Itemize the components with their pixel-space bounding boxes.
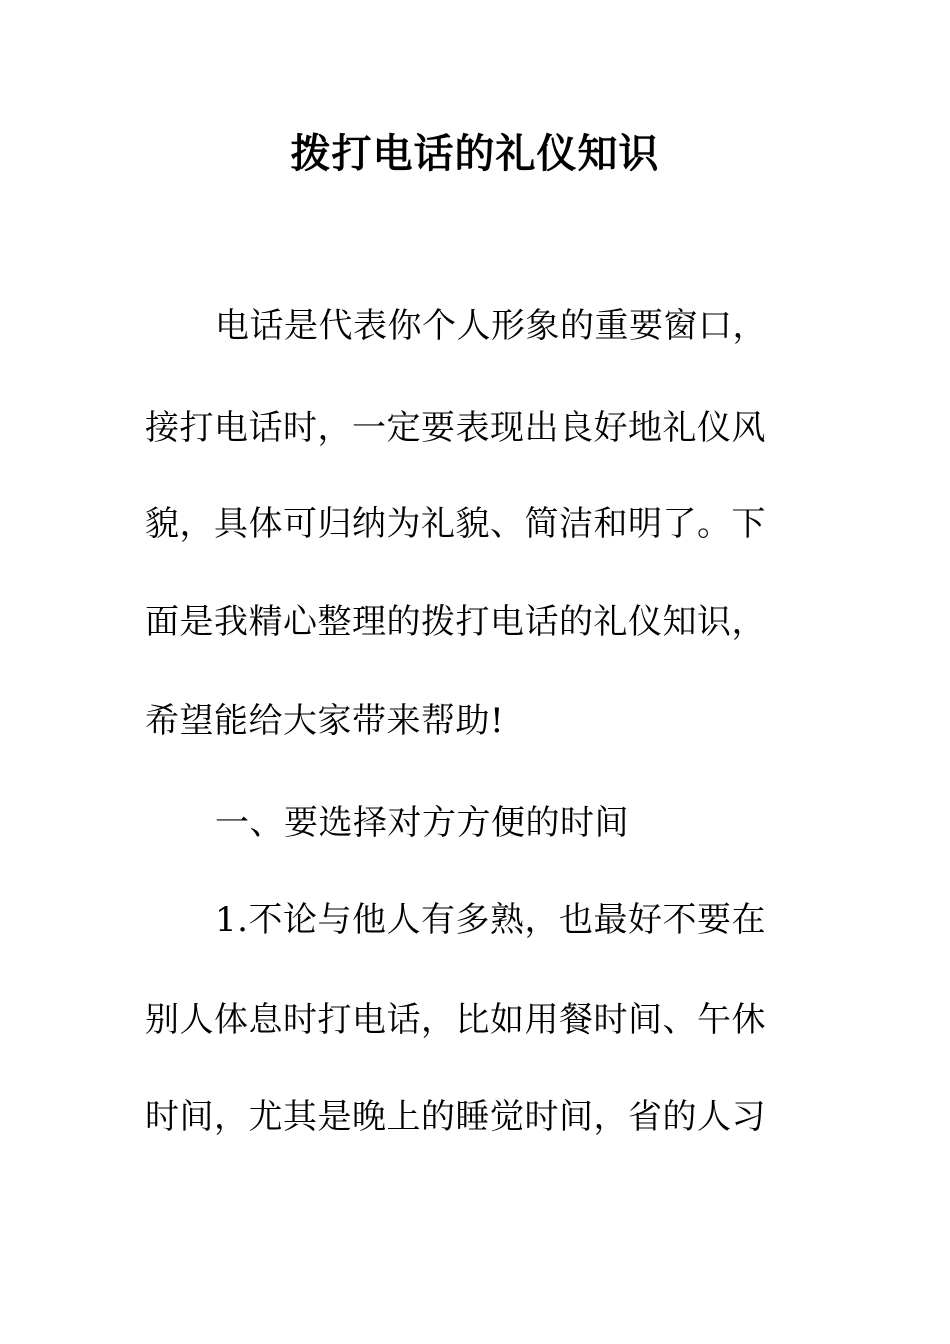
document-title: 拨打电话的礼仪知识: [290, 130, 660, 177]
paragraph-line: 希望能给大家带来帮助!: [145, 701, 505, 741]
paragraph-line: 貌，具体可归纳为礼貌、简洁和明了。下: [145, 504, 766, 544]
paragraph-line: 电话是代表你个人形象的重要窗口，: [215, 306, 767, 346]
paragraph-line: 面是我精心整理的拨打电话的礼仪知识，: [145, 602, 766, 642]
section-heading: 一、要选择对方方便的时间: [215, 803, 629, 843]
paragraph-line: 1.不论与他人有多熟，也最好不要在: [215, 900, 766, 940]
paragraph-line: 别人体息时打电话，比如用餐时间、午休: [145, 1000, 766, 1040]
paragraph-line: 时间，尤其是晚上的睡觉时间，省的人习: [145, 1097, 766, 1137]
paragraph-line: 接打电话时，一定要表现出良好地礼仪风: [145, 408, 766, 448]
